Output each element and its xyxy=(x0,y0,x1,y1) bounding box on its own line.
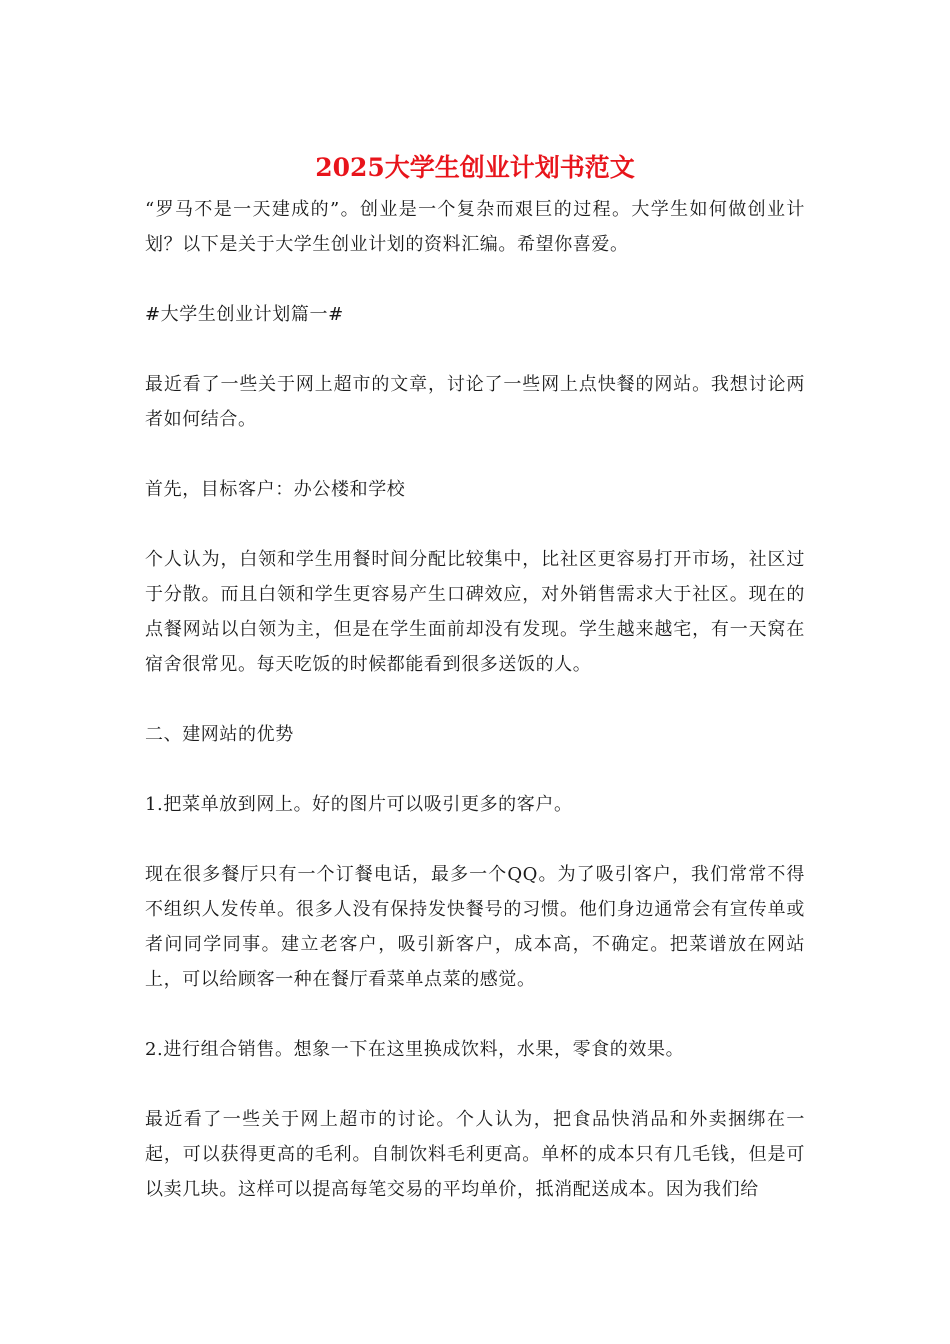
document-body xyxy=(145,192,805,1207)
section-heading-website-advantages: 二、建网站的优势 xyxy=(145,724,294,745)
body-paragraph: 现在很多餐厅只有一个订餐电话，最多一个QQ。为了吸引客户，我们常常不得不组织人发传单。很多人没有保持发快餐号的习惯。他们身边通常会有宣传单或者问同学同事。建立老客户，吸引新客户，成本高，不确定。把菜谱放在网站上，可以给顾客一种在餐厅看菜单点菜的感觉。 xyxy=(145,864,805,990)
document-title: 2025大学生创业计划书范文 xyxy=(315,153,635,182)
body-paragraph: 最近看了一些关于网上超市的讨论。个人认为，把食品快消品和外卖捆绑在一起，可以获得更高的毛利。自制饮料毛利更高。单杯的成本只有几毛钱，但是可以卖几块。这样可以提高每笔交易的平均单价，抵消配送成本。因为我们给 xyxy=(145,1109,805,1200)
body-paragraph: 最近看了一些关于网上超市的文章，讨论了一些网上点快餐的网站。我想讨论两者如何结合。 xyxy=(145,374,805,430)
body-paragraph: 个人认为，白领和学生用餐时间分配比较集中，比社区更容易打开市场，社区过于分散。而且白领和学生更容易产生口碑效应，对外销售需求大于社区。现在的点餐网站以白领为主，但是在学生面前却没有发现。学生越来越宅，有一天窝在宿舍很常见。每天吃饭的时候都能看到很多送饭的人。 xyxy=(145,549,805,675)
intro-paragraph: “罗马不是一天建成的”。创业是一个复杂而艰巨的过程。大学生如何做创业计划？以下是关于大学生创业计划的资料汇编。希望你喜爱。 xyxy=(145,199,805,255)
point-bundle-sales: 2.进行组合销售。想象一下在这里换成饮料，水果，零食的效果。 xyxy=(145,1039,685,1060)
point-target-customers: 首先，目标客户：办公楼和学校 xyxy=(145,479,406,500)
point-menu-online: 1.把菜单放到网上。好的图片可以吸引更多的客户。 xyxy=(145,794,573,815)
section-heading-plan-one: #大学生创业计划篇一# xyxy=(145,304,344,325)
